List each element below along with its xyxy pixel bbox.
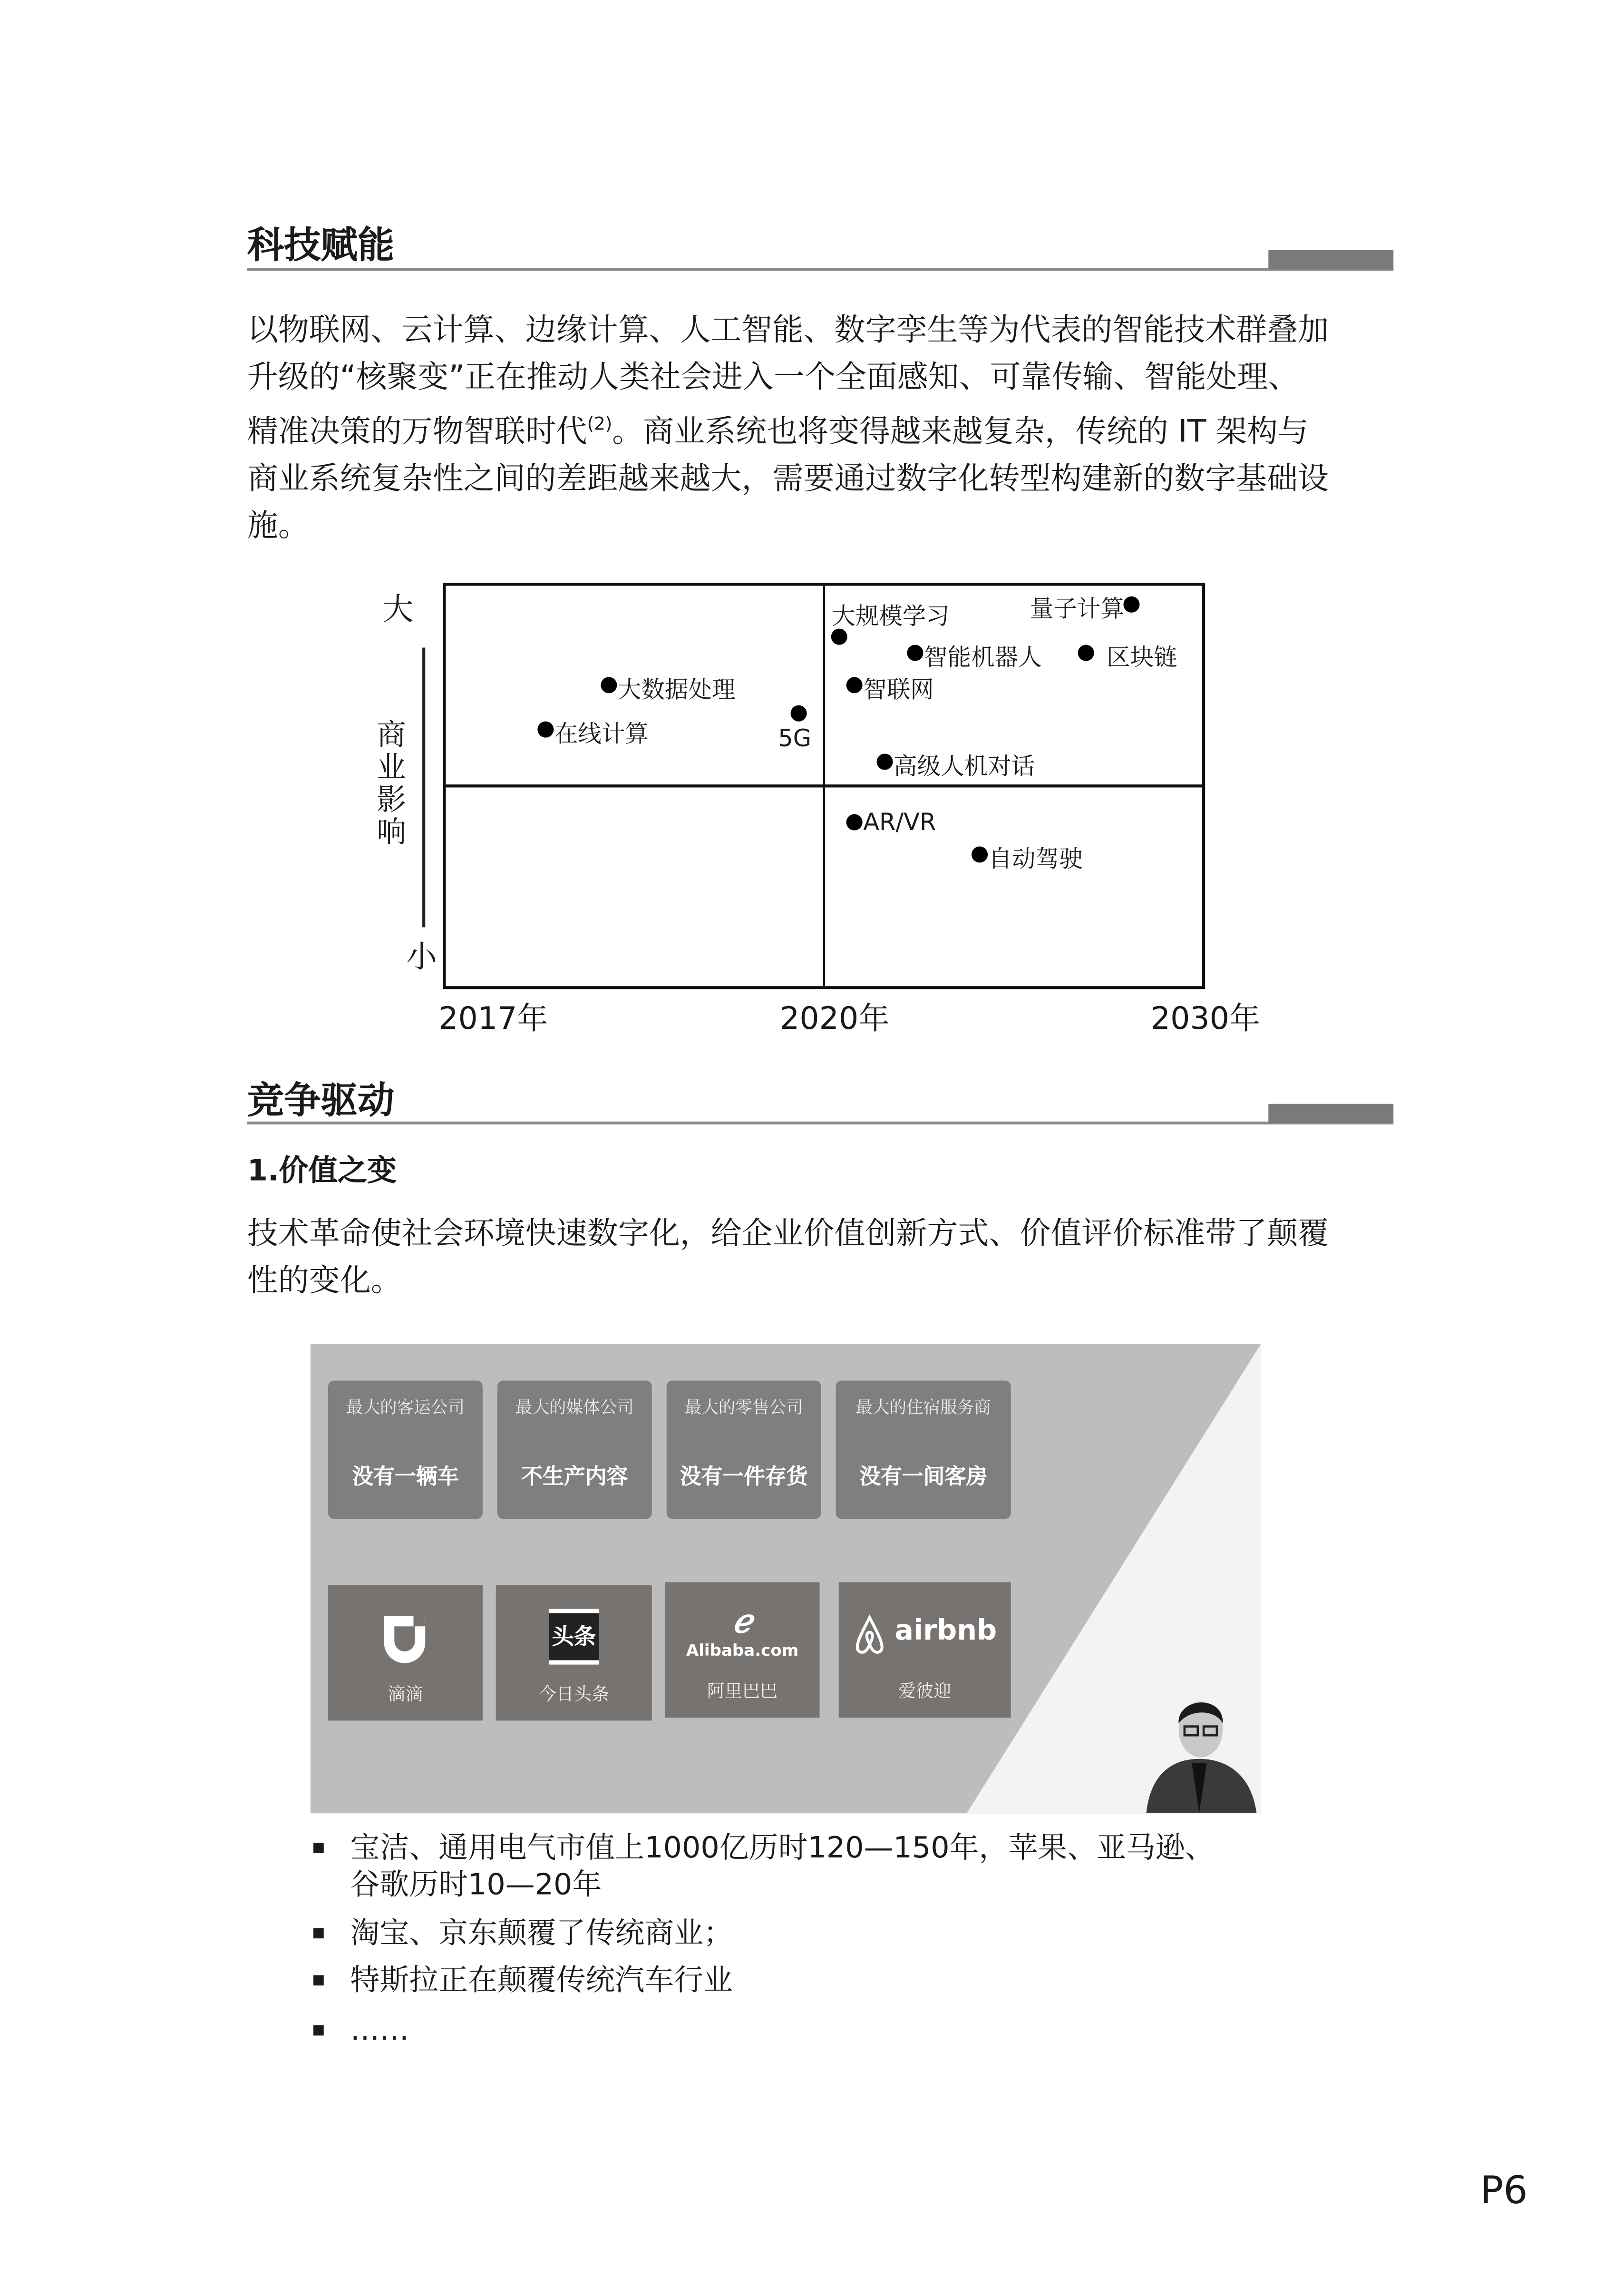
y-axis-label: 商业影响 — [375, 718, 408, 848]
data-point-label: 高级人机对话 — [894, 751, 1035, 780]
alibaba-logo-icon: ℯ — [732, 1602, 752, 1641]
bullet-marker — [313, 1843, 324, 1853]
didi-logo-icon — [375, 1610, 434, 1669]
company-name: 今日头条 — [538, 1683, 610, 1705]
page-number: P6 — [1480, 2169, 1528, 2214]
bullet-marker — [313, 2025, 324, 2036]
company-card-toutiao — [496, 1585, 652, 1721]
company-name: 滴滴 — [388, 1683, 423, 1705]
card-headline: 没有一辆车 — [352, 1466, 459, 1490]
toutiao-logo-icon: 头条 — [549, 1609, 599, 1665]
data-point — [907, 645, 923, 661]
card-caption: 最大的客运公司 — [346, 1397, 465, 1417]
data-point-label: 智联网 — [863, 674, 934, 703]
section-title-competition: 竞争驱动 — [247, 1079, 395, 1122]
card-headline: 没有一间客房 — [859, 1466, 988, 1490]
top-card — [667, 1380, 821, 1519]
disruption-figure — [311, 1344, 1261, 1813]
section-title-tech: 科技赋能 — [247, 224, 395, 267]
presenter-photo — [1139, 1682, 1260, 1813]
data-point — [601, 677, 617, 693]
bullet-line: 谷歌历时10—20年 — [350, 1866, 602, 1902]
bullet-marker — [313, 1975, 324, 1986]
data-point-label: 5G — [778, 723, 812, 752]
y-top-label: 大 — [382, 591, 414, 627]
para-text: 。商业系统也将变得越来越复杂，传统的 IT 架构与 — [612, 413, 1309, 449]
bullet-text: 淘宝、京东颠覆了传统商业； — [350, 1915, 733, 1950]
data-point-label: 区块链 — [1106, 642, 1177, 671]
airbnb-logo-text: airbnb — [894, 1614, 997, 1647]
bullet-text — [350, 1829, 1214, 1903]
competition-paragraph — [247, 1210, 1395, 1304]
section-bar — [1268, 1104, 1393, 1123]
data-point-label: AR/VR — [863, 807, 936, 836]
top-card — [836, 1380, 1011, 1519]
top-card — [328, 1380, 483, 1519]
data-point-label: 量子计算 — [1030, 594, 1124, 622]
data-point-label: 智能机器人 — [923, 642, 1042, 671]
data-point — [831, 629, 847, 645]
card-caption: 最大的住宿服务商 — [855, 1397, 991, 1417]
airbnb-logo-icon — [852, 1614, 887, 1656]
data-point — [846, 677, 863, 693]
para-line: 升级的“核聚变”正在推动人类社会进入一个全面感知、可靠传输、智能处理、 — [247, 359, 1299, 395]
para-text: 精准决策的万物智联时代 — [247, 413, 587, 449]
y-bottom-label: 小 — [406, 939, 437, 975]
company-card-didi — [328, 1585, 483, 1721]
subsection-title: 1.价值之变 — [247, 1152, 397, 1188]
data-point-label: 在线计算 — [554, 719, 649, 747]
data-point — [1078, 645, 1094, 661]
bullet-text: 特斯拉正在颠覆传统汽车行业 — [350, 1962, 733, 1997]
data-point — [791, 705, 807, 722]
chart-plot — [0, 0, 1623, 1119]
para-line: 以物联网、云计算、边缘计算、人工智能、数字孪生等为代表的智能技术群叠加 — [247, 312, 1329, 348]
card-caption: 最大的媒体公司 — [515, 1397, 634, 1417]
x-tick-label: 2017年 — [438, 1001, 548, 1036]
card-headline: 没有一件存货 — [680, 1466, 808, 1490]
para-line: 商业系统复杂性之间的差距越来越大，需要通过数字化转型构建新的数字基础设 — [247, 460, 1329, 496]
data-point-label: 大数据处理 — [617, 674, 736, 703]
company-name: 阿里巴巴 — [707, 1680, 778, 1702]
company-card-airbnb — [839, 1582, 1011, 1718]
data-point-label: 自动驾驶 — [988, 844, 1083, 872]
section-rule — [247, 1122, 1393, 1124]
data-point — [1123, 596, 1139, 613]
alibaba-logo-text: Alibaba.com — [686, 1641, 799, 1661]
footnote-ref[interactable]: (2) — [587, 413, 612, 434]
company-name: 爱彼迎 — [898, 1680, 952, 1702]
para-line: 施。 — [247, 508, 309, 543]
data-point-label: 大规模学习 — [832, 601, 950, 630]
x-tick-label: 2030年 — [1150, 1001, 1261, 1036]
data-point — [877, 753, 893, 770]
data-point — [972, 846, 988, 862]
card-headline: 不生产内容 — [521, 1466, 628, 1490]
top-card — [497, 1380, 652, 1519]
card-caption: 最大的零售公司 — [684, 1397, 803, 1417]
para-line: 技术革命使社会环境快速数字化，给企业价值创新方式、价值评价标准带了颠覆 — [247, 1215, 1329, 1251]
x-tick-label: 2020年 — [779, 1001, 890, 1036]
bullet-marker — [313, 1928, 324, 1939]
data-point — [846, 814, 863, 830]
company-card-alibaba — [665, 1582, 820, 1718]
data-point — [537, 722, 554, 738]
bullet-line: 宝洁、通用电气市值上1000亿历时120—150年，苹果、亚马逊、 — [350, 1829, 1215, 1865]
bullet-text: …… — [350, 2012, 409, 2048]
para-line: 性的变化。 — [247, 1262, 402, 1299]
